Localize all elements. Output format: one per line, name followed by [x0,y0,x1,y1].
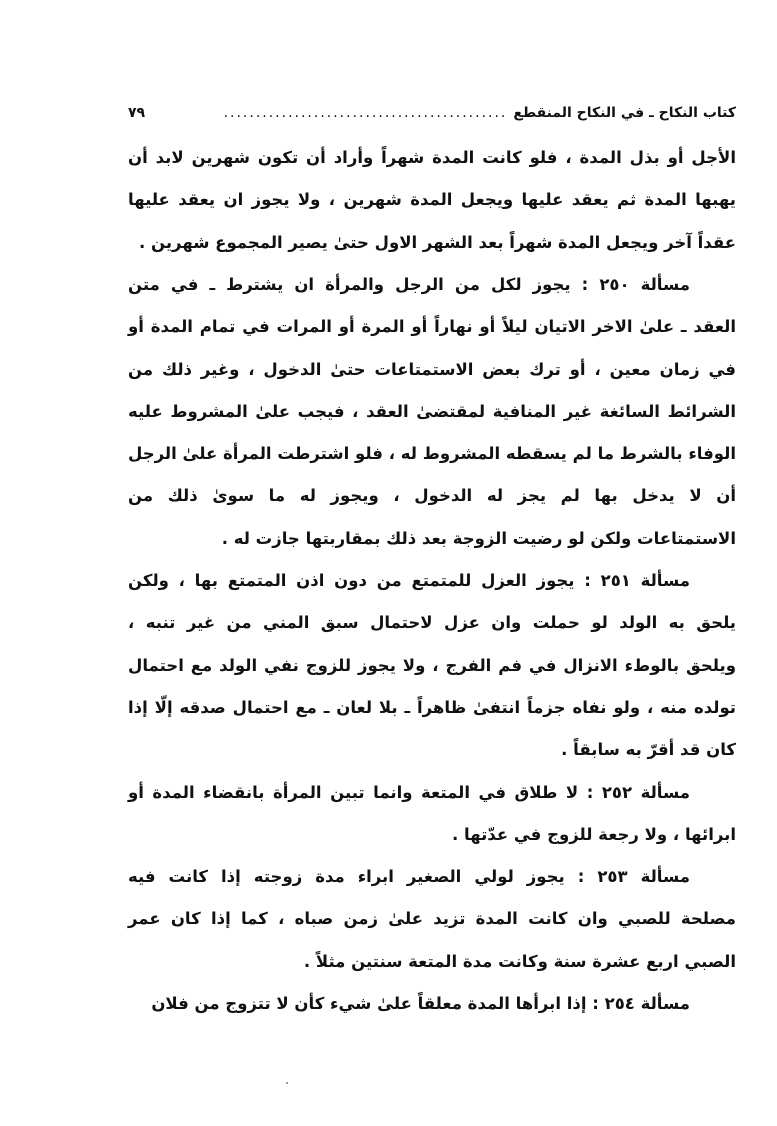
line-text: يجوز العزل للمتمتع من دون اذن المتمتع بها ، ولكن [128,571,575,590]
text-line [128,229,736,257]
line-text: يجوز لولي الصغير ابراء مدة زوجته إذا كانت فيه [128,867,565,887]
text-line [128,398,736,426]
text-line [128,652,736,680]
line-text: ابرائها ، ولا رجعة للزوج في عدّتها . [452,824,736,844]
issue-number-label: مسألة ٢٥١ : [584,571,691,590]
running-header [128,100,736,126]
text-line [128,905,736,933]
line-text: في زمان معين ، أو ترك بعض الاستمتاعات حتىٰ الدخول ، وغير ذلك من [128,359,736,379]
line-text: مصلحة للصبي وان كانت المدة تزيد علىٰ زمن صباه ، كما إذا كان عمر [128,909,736,929]
page-number: ٧٩ [128,105,146,121]
line-text: الاستمتاعات ولكن لو رضيت الزوجة بعد ذلك بمقاربتها جازت له . [221,528,736,548]
issue-number-label: مسألة ٢٥٣ : [577,867,690,887]
text-line [128,736,736,764]
issue-number-label: مسألة ٢٥٠ : [581,274,691,294]
text-line [128,609,736,637]
issue-paragraph-start [128,990,736,1018]
line-text: يلحق به الولد لو حملت وان عزل لاحتمال سبق المني من غير تنبه ، [128,613,736,633]
text-line [128,313,736,341]
issue-number-label: مسألة ٢٥٢ : [586,782,690,802]
text-line [128,525,736,553]
scan-speck [286,1082,288,1084]
line-text: ويلحق بالوطء الانزال في فم الفرج ، ولا يجوز للزوج نفي الولد مع احتمال [128,655,736,675]
text-line [128,356,736,384]
text-line [128,440,736,468]
line-text: الأجل أو بذل المدة ، فلو كانت المدة شهراً وأراد أن تكون شهرين لابد أن [128,148,736,167]
line-text: عقداً آخر ويجعل المدة شهراً بعد الشهر الاول حتىٰ يصير المجموع شهرين . [139,232,736,252]
line-text: أن لا يدخل بها لم يجز له الدخول ، ويجوز له ما سوىٰ ذلك من [128,486,736,506]
text-line [128,144,736,172]
text-line [128,186,736,214]
text-line [128,821,736,849]
line-text: العقد ـ علىٰ الاخر الاتيان ليلاً أو نهاراً أو المرة أو المرات في تمام المدة أو [128,317,736,337]
chapter-title: كتاب النكاح ـ في النكاح المنقطع [513,105,736,121]
line-text: الشرائط السائغة غير المنافية لمقتضىٰ العقد ، فيجب علىٰ المشروط عليه [128,401,736,421]
issue-paragraph-start [128,567,736,595]
line-text: كان قد أقرّ به سابقاً . [561,740,736,760]
text-line [128,694,736,722]
line-text: الصبي اربع عشرة سنة وكانت مدة المتعة سنتين مثلاً . [303,951,736,971]
issue-paragraph-start [128,863,736,891]
line-text: لا طلاق في المتعة وانما تبين المرأة بانقضاء المدة أو [128,782,579,802]
line-text: يجوز لكل من الرجل والمرأة ان يشترط ـ في متن [128,274,571,294]
line-text: الوفاء بالشرط ما لم يسقطه المشروط له ، فلو اشترطت المرأة علىٰ الرجل [128,444,736,464]
leader-dots: ............................................ [223,105,508,121]
issue-paragraph-start [128,779,736,807]
line-text: تولده منه ، ولو نفاه جزماً انتفىٰ ظاهراً ـ بلا لعان ـ مع احتمال صدقه إلّا إذا [128,697,736,717]
line-text: إذا ابرأها المدة معلقاً علىٰ شيء كأن لا تتزوج من فلان [151,994,587,1013]
line-text: يهبها المدة ثم يعقد عليها ويجعل المدة شهرين ، ولا يجوز ان يعقد عليها [128,190,736,210]
text-line [128,482,736,510]
issue-paragraph-start [128,271,736,299]
text-line [128,948,736,976]
issue-number-label: مسألة ٢٥٤ : [592,994,690,1013]
